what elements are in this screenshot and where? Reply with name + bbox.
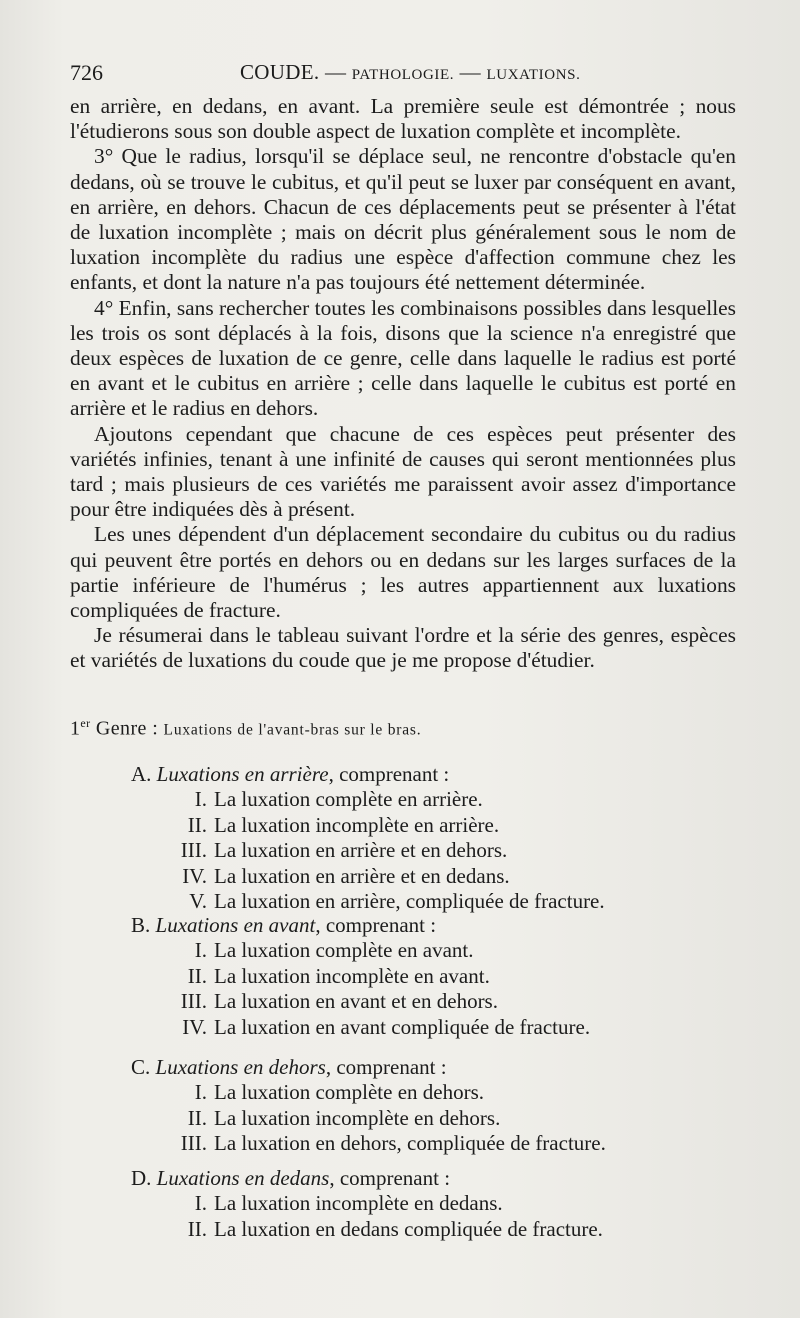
section-letter: A. [131, 762, 157, 786]
body-text [70, 94, 736, 674]
section-title: D. Luxations en dedans, comprenant : [131, 1166, 451, 1190]
item-number: III. [180, 838, 207, 863]
section-name: Luxations en avant [155, 913, 316, 937]
item-text: La luxation complète en avant. [214, 938, 474, 962]
item-number: I. [194, 787, 207, 811]
item-text: La luxation en avant compliquée de fracture. [214, 1014, 591, 1039]
section-title: B. Luxations en avant, comprenant : [131, 913, 437, 937]
running-title-main: COUDE. [240, 60, 320, 84]
paragraph: Je résumerai dans le tableau suivant l'ordre et la série des genres, espèces et variétés de luxations du coude que je me propose d'étudier. [70, 623, 736, 673]
item-text: La luxation en dehors, compliquée de fracture. [214, 1131, 606, 1156]
item-number: IV. [182, 863, 207, 888]
item-number: II. [187, 1105, 207, 1130]
paragraph: Ajoutons cependant que chacune de ces espèces peut présenter des variétés infinies, tenant à une infinité de causes qui seront mentionnées plus tard ; mais plusieurs de ces variétés me paraissent avoir assez d'importance pour être indiquées dès à présent. [70, 421, 736, 522]
item-number: I. [194, 1080, 207, 1104]
section-letter: C. [131, 1055, 156, 1079]
item-number: IV. [182, 1014, 207, 1039]
item-text: La luxation incomplète en arrière. [214, 812, 500, 837]
item-number: I. [194, 1191, 207, 1215]
item-text: La luxation en avant et en dehors. [214, 989, 498, 1014]
item-text: La luxation incomplète en avant. [214, 963, 490, 988]
paragraph: Les unes dépendent d'un déplacement secondaire du cubitus ou du radius qui peuvent être portés en dehors ou en dedans sur les larges surfaces de la partie inférieure de l'humérus ; les autres appartiennent aux luxations compliquées de fracture. [70, 522, 736, 623]
section-name: Luxations en arrière [156, 762, 329, 786]
section-letter: D. [131, 1166, 157, 1190]
section-name: Luxations en dedans [156, 1166, 330, 1190]
section-title: C. Luxations en dehors, comprenant : [131, 1055, 447, 1079]
item-number: I. [194, 938, 207, 962]
item-number: III. [180, 989, 207, 1014]
running-title-sub2: LUXATIONS. [486, 67, 581, 83]
item-number: II. [187, 1216, 207, 1241]
item-number: II. [187, 812, 207, 837]
section-letter: B. [131, 913, 156, 937]
item-text: La luxation en arrière et en dedans. [214, 863, 510, 888]
paragraph: 4° Enfin, sans rechercher toutes les combinaisons possibles dans lesquelles les trois os sont déplacés à la fois, disons que la science n'a enregistré que deux espèces de luxation de ce genre, celle dans laquelle le radius est porté en avant et le cubitus en arrière ; celle dans laquelle le cubitus est porté en arrière et le radius en dehors. [70, 295, 736, 421]
item-text: La luxation complète en dehors. [214, 1080, 484, 1104]
item-text: La luxation en arrière, compliquée de fracture. [214, 889, 605, 914]
item-text: La luxation en arrière et en dehors. [214, 838, 508, 863]
page-header [70, 60, 736, 90]
paragraph: en arrière, en dedans, en avant. La première seule est démontrée ; nous l'étudierons sous son double aspect de luxation complète et incomplète. [70, 94, 736, 144]
page-number: 726 [70, 60, 103, 85]
paragraph: 3° Que le radius, lorsqu'il se déplace seul, ne rencontre d'obstacle qu'en dedans, où se trouve le cubitus, et qu'il peut se luxer par conséquent en avant, en arrière, en dehors. Chacun de ces déplacements peut se présenter à l'état de luxation incomplète ; mais on décrit plus généralement sous le nom de luxation incomplète du radius une espèce d'affection commune chez les enfants, et dont la nature n'a pas toujours été nettement déterminée. [70, 144, 736, 295]
section-title: A. Luxations en arrière, comprenant : [131, 762, 450, 786]
section-name: Luxations en dehors [155, 1055, 326, 1079]
item-number: V. [189, 889, 207, 914]
item-text: La luxation incomplète en dehors. [214, 1105, 501, 1130]
item-text: La luxation complète en arrière. [214, 787, 483, 811]
running-title: COUDE. — PATHOLOGIE. — LUXATIONS. [240, 60, 581, 84]
genre-heading: 1er Genre : Luxations de l'avant-bras sur le bras. [70, 716, 422, 740]
item-text: La luxation en dedans compliquée de fracture. [214, 1216, 603, 1241]
item-text: La luxation incomplète en dedans. [214, 1191, 503, 1215]
running-title-sub1: PATHOLOGIE. [351, 67, 455, 83]
item-number: III. [180, 1131, 207, 1156]
item-number: II. [187, 963, 207, 988]
